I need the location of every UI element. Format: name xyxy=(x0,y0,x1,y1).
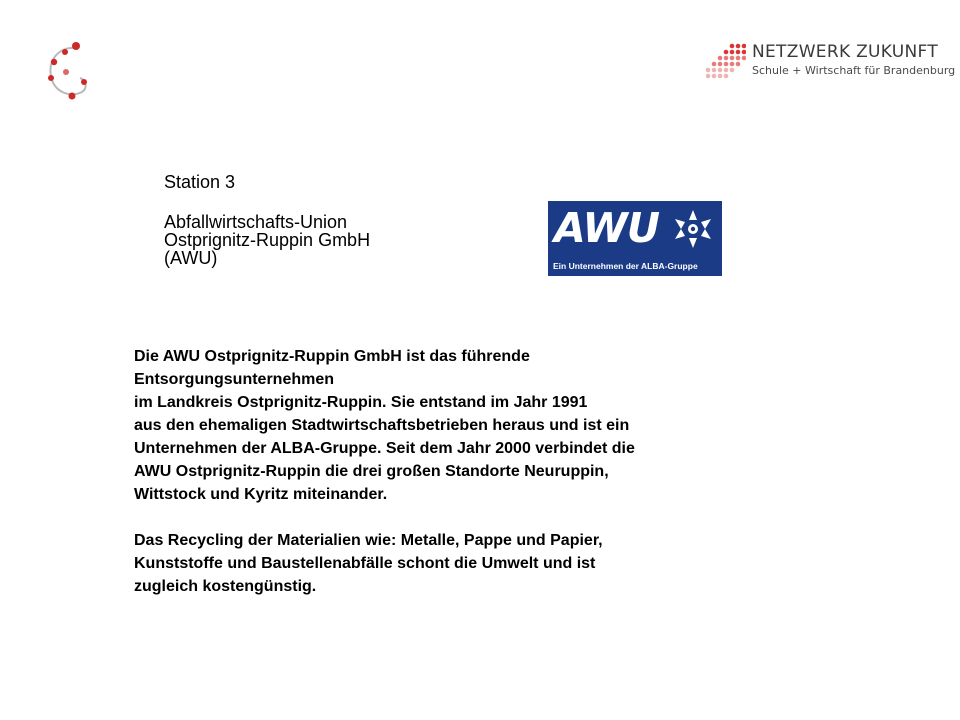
station-heading: Station 3 xyxy=(164,172,236,192)
company-line: (AWU) xyxy=(164,248,218,268)
netzwerk-zukunft-subtitle: Schule + Wirtschaft für Brandenburg xyxy=(752,64,956,77)
text-line: Entsorgungsunternehmen xyxy=(134,371,335,388)
body-text xyxy=(134,345,635,598)
dot-grid-logo-icon xyxy=(706,42,746,80)
paragraph-2 xyxy=(134,529,635,598)
text-line: zugleich kostengünstig. xyxy=(134,578,317,595)
company-line: Ostprignitz-Ruppin GmbH xyxy=(164,230,371,250)
paragraph-1 xyxy=(134,345,635,506)
awu-logo xyxy=(548,201,722,276)
company-name xyxy=(164,213,370,267)
awu-tagline: Ein Unternehmen der ALBA-Gruppe xyxy=(553,261,698,271)
text-line: Wittstock und Kyritz miteinander. xyxy=(134,486,388,503)
company-line: Abfallwirtschafts-Union xyxy=(164,212,348,232)
netzwerk-zukunft-logo xyxy=(706,40,956,84)
text-line: im Landkreis Ostprignitz-Ruppin. Sie entstand im Jahr 1991 xyxy=(134,394,588,411)
text-line: Das Recycling der Materialien wie: Metalle, Pappe und Papier, xyxy=(134,532,603,549)
netzwerk-zukunft-title: NETZWERK ZUKUNFT xyxy=(752,42,939,62)
text-line: aus den ehemaligen Stadtwirtschaftsbetrieben heraus und ist ein xyxy=(134,417,630,434)
text-line: Unternehmen der ALBA-Gruppe. Seit dem Jahr 2000 verbindet die xyxy=(134,440,635,457)
red-dots-logo-icon xyxy=(40,38,96,104)
text-line: AWU Ostprignitz-Ruppin die drei großen Standorte Neuruppin, xyxy=(134,463,609,480)
awu-wordmark: AWU xyxy=(554,204,660,252)
text-line: Kunststoffe und Baustellenabfälle schont die Umwelt und ist xyxy=(134,555,596,572)
text-line: Die AWU Ostprignitz-Ruppin GmbH ist das führende xyxy=(134,348,530,365)
star-emblem-icon xyxy=(672,208,714,250)
